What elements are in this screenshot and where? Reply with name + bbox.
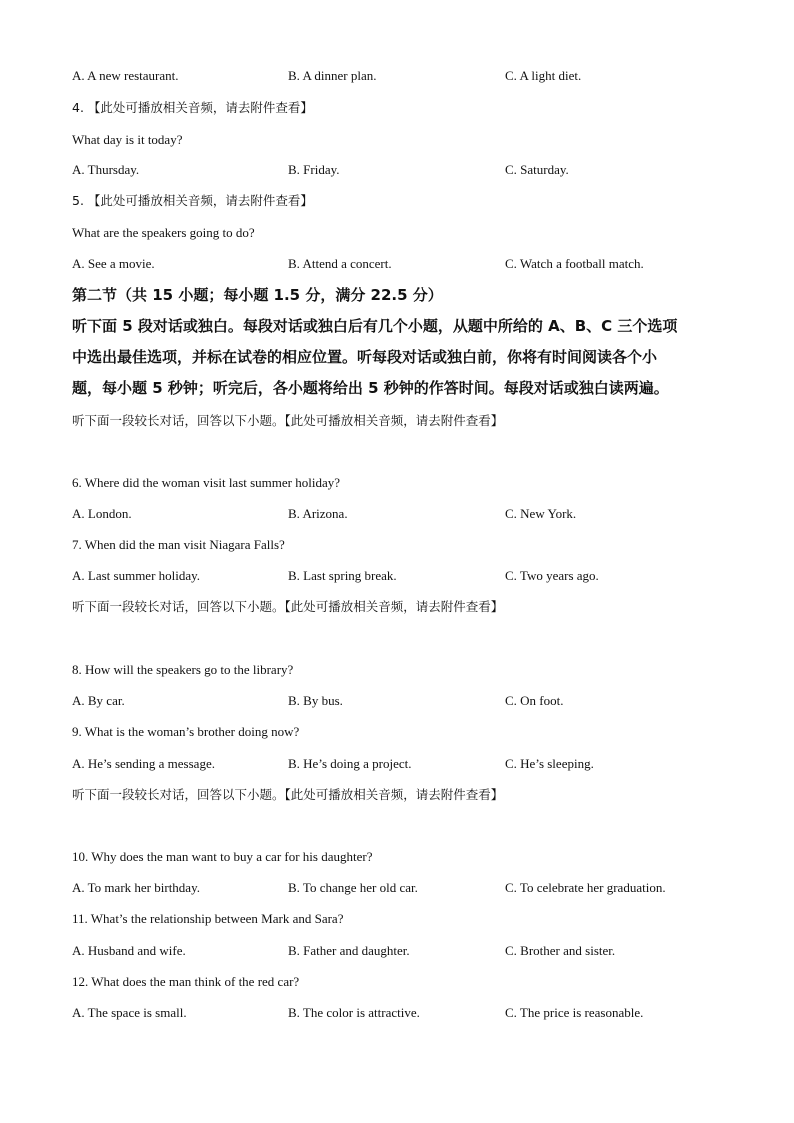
q6-option-b: B. Arizona.: [288, 506, 348, 521]
q11-option-c: C. Brother and sister.: [505, 943, 616, 958]
q7-question: 7. When did the man visit Niagara Falls?: [72, 537, 285, 552]
q3-option-b: B. A dinner plan.: [288, 68, 377, 83]
q4-audio-prompt[interactable]: 4. 【此处可播放相关音频，请去附件查看】: [72, 100, 313, 115]
q10-option-c: C. To celebrate her graduation.: [505, 880, 666, 895]
q4-question: What day is it today?: [72, 132, 183, 147]
q7-option-b: B. Last spring break.: [288, 568, 397, 583]
q9-option-a: A. He’s sending a message.: [72, 756, 215, 771]
q5-question: What are the speakers going to do?: [72, 225, 255, 240]
q10-options: [72, 880, 732, 896]
q11-question: 11. What’s the relationship between Mark and Sara?: [72, 911, 344, 926]
section2-title: 第二节（共 15 小题；每小题 1.5 分，满分 22.5 分）: [72, 286, 443, 304]
dialog-intro-1[interactable]: 听下面一段较长对话，回答以下小题。【此处可播放相关音频，请去附件查看】: [72, 413, 504, 428]
q8-option-c: C. On foot.: [505, 693, 564, 708]
q5-option-b: B. Attend a concert.: [288, 256, 392, 271]
q12-option-b: B. The color is attractive.: [288, 1005, 420, 1020]
q4-option-b: B. Friday.: [288, 162, 340, 177]
dialog-intro-2[interactable]: 听下面一段较长对话，回答以下小题。【此处可播放相关音频，请去附件查看】: [72, 599, 504, 614]
q7-option-c: C. Two years ago.: [505, 568, 599, 583]
q6-question: 6. Where did the woman visit last summer holiday?: [72, 475, 341, 490]
q4-option-c: C. Saturday.: [505, 162, 569, 177]
q4-options: [72, 162, 732, 178]
q6-option-c: C. New York.: [505, 506, 577, 521]
q12-options: [72, 1005, 732, 1021]
q4-option-a: A. Thursday.: [72, 162, 140, 177]
q5-option-a: A. See a movie.: [72, 256, 155, 271]
section2-instruction-line: 题，每小题 5 秒钟；听完后，各小题将给出 5 秒钟的作答时间。每段对话或独白读两遍。: [72, 379, 669, 397]
q8-question: 8. How will the speakers go to the library?: [72, 662, 294, 677]
q3-options: [72, 68, 732, 84]
section2-instruction-line: 中选出最佳选项，并标在试卷的相应位置。听每段对话或独白前，你将有时间阅读各个小: [72, 348, 658, 366]
q8-options: [72, 693, 732, 709]
q5-option-c: C. Watch a football match.: [505, 256, 644, 271]
q12-option-c: C. The price is reasonable.: [505, 1005, 644, 1020]
q7-options: [72, 568, 732, 584]
q5-audio-prompt[interactable]: 5. 【此处可播放相关音频，请去附件查看】: [72, 193, 313, 208]
q8-option-b: B. By bus.: [288, 693, 343, 708]
q11-option-b: B. Father and daughter.: [288, 943, 410, 958]
q3-option-c: C. A light diet.: [505, 68, 582, 83]
section2-instructions: [72, 311, 722, 404]
q6-option-a: A. London.: [72, 506, 132, 521]
q12-question: 12. What does the man think of the red car?: [72, 974, 300, 989]
q10-option-a: A. To mark her birthday.: [72, 880, 200, 895]
section2-instruction-line: 听下面 5 段对话或独白。每段对话或独白后有几个小题，从题中所给的 A、B、C 三个选项: [72, 317, 678, 335]
q10-question: 10. Why does the man want to buy a car for his daughter?: [72, 849, 373, 864]
q9-options: [72, 756, 732, 772]
q9-option-c: C. He’s sleeping.: [505, 756, 594, 771]
q12-option-a: A. The space is small.: [72, 1005, 187, 1020]
q3-option-a: A. A new restaurant.: [72, 68, 179, 83]
q11-option-a: A. Husband and wife.: [72, 943, 186, 958]
q7-option-a: A. Last summer holiday.: [72, 568, 201, 583]
q8-option-a: A. By car.: [72, 693, 125, 708]
q10-option-b: B. To change her old car.: [288, 880, 418, 895]
dialog-intro-3[interactable]: 听下面一段较长对话，回答以下小题。【此处可播放相关音频，请去附件查看】: [72, 787, 504, 802]
q6-options: [72, 506, 732, 522]
q5-options: [72, 256, 732, 272]
q11-options: [72, 943, 732, 959]
q9-option-b: B. He’s doing a project.: [288, 756, 412, 771]
q9-question: 9. What is the woman’s brother doing now?: [72, 724, 300, 739]
